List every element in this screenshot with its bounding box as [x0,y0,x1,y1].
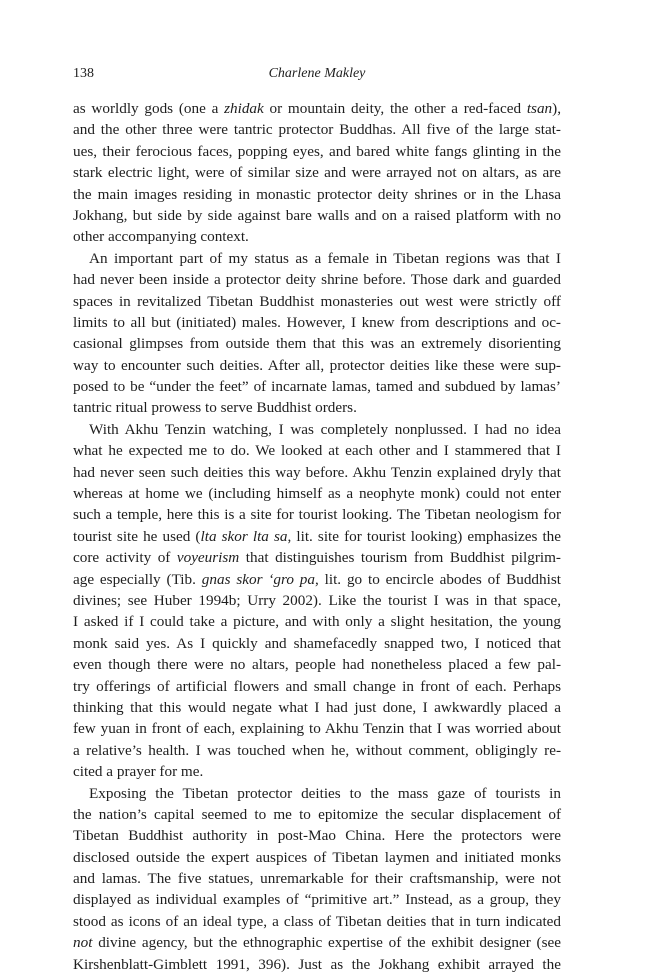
italic-term: voyeurism [176,549,240,567]
text-line [73,483,561,504]
text-line [73,376,561,397]
text-line [73,761,561,782]
text-line [73,119,561,140]
paragraph [73,419,561,783]
text-line [73,291,561,312]
text-run: the nation’s capital seemed to me to epitomize the secular displacement of [73,805,561,823]
text-line [73,718,561,739]
text-run: displayed as individual examples of “primitive art.” Instead, as a group, they [73,891,561,909]
text-line [73,590,561,611]
text-line [73,868,561,889]
text-run: limits to all but (initiated) males. However, I knew from descriptions and oc- [73,313,561,331]
text-run: An important part of my status as a female in Tibetan regions was that I [89,249,561,267]
text-run: stood as icons of an ideal type, a class of Tibetan deities that in turn indicated [73,912,561,930]
text-line [73,440,561,461]
text-run: cited a prayer for me. [73,763,204,781]
text-line [73,932,561,953]
text-run: posed to be “under the feet” of incarnate lamas, tamed and subdued by lamas’ [73,378,561,396]
page-number: 138 [73,66,94,81]
text-line [73,847,561,868]
text-line [73,355,561,376]
text-run: a relative’s health. I was touched when he, without comment, obligingly re- [73,741,561,759]
text-run: Exposing the Tibetan protector deities to the mass gaze of tourists in [89,784,561,802]
text-run: stark electric light, were of similar size and were arrayed not on altars, as are [73,164,561,182]
text-line [73,804,561,825]
text-line [73,419,561,440]
text-run: whereas at home we (including himself as a neophyte monk) could not enter [73,485,561,503]
text-line [73,226,561,247]
italic-term: tsan [526,100,553,117]
text-run: what he expected me to do. We looked at each other and I stammered that I [73,442,561,460]
text-run: divine agency, but the ethnographic expertise of the exhibit designer (see [92,934,561,952]
text-run: way to encounter such deities. After all, protector deities like these were sup- [73,356,561,374]
text-line [73,269,561,290]
text-line [73,98,561,119]
italic-term: gnas skor ‘gro pa [201,570,315,588]
page-header [73,66,561,88]
text-run: had never seen such deities this way before. Akhu Tenzin explained dryly that [73,463,561,481]
text-line [73,547,561,568]
text-line [73,312,561,333]
text-line [73,333,561,354]
text-run: try offerings of artificial flowers and small change in front of each. Perhaps [73,677,561,695]
text-run: had never been inside a protector deity shrine before. Those dark and guarded [73,271,561,289]
text-line [73,141,561,162]
text-run: , lit. site for tourist looking) emphasizes the [287,527,562,545]
text-line [73,504,561,525]
text-line [73,911,561,932]
text-run: age especially (Tib. [73,570,202,588]
text-run: divines; see Huber 1994b; Urry 2002). Like the tourist I was in that space, [73,591,561,609]
text-run: few yuan in front of each, explaining to Akhu Tenzin that I was worried about [73,720,561,738]
text-run: as worldly gods (one a [73,100,225,117]
text-run: and lamas. The five statues, unremarkable for their craftsmanship, were not [73,870,561,888]
text-run: and the other three were tantric protector Buddhas. All five of the large stat- [73,121,561,139]
text-run: that distinguishes tourism from Buddhist pilgrim- [239,549,561,567]
text-line [73,162,561,183]
text-line [73,783,561,804]
italic-term: lta skor lta sa [200,527,288,545]
body-text [73,98,561,975]
text-run: casional glimpses from outside them that this was an extremely disorienting [73,335,561,353]
paragraph [73,248,561,419]
text-line [73,954,561,975]
text-run: or mountain deity, the other a red-faced [263,100,527,117]
text-run: I asked if I could take a picture, and with only a slight hesitation, the young [73,613,561,631]
text-line [73,697,561,718]
text-run: such a temple, here this is a site for tourist looking. The Tibetan neologism for [73,506,561,524]
text-line [73,889,561,910]
text-run: Kirshenblatt-Gimblett 1991, 396). Just as the Jokhang exhibit arrayed the [73,955,561,973]
text-run: ues, their ferocious faces, popping eyes, and bared white fangs glinting in the [73,142,561,160]
text-line [73,825,561,846]
text-line [73,205,561,226]
text-run: the main images residing in monastic protector deity shrines or in the Lhasa [73,185,561,203]
text-run: monk said yes. As I quickly and shamefacedly snapped two, I noticed that [73,634,561,652]
text-run: tourist site he used ( [73,527,201,545]
text-line [73,569,561,590]
text-run: , lit. go to encircle abodes of Buddhist [314,570,561,588]
text-line [73,676,561,697]
text-line [73,633,561,654]
paragraph [73,783,561,975]
text-line [73,740,561,761]
text-run: ), [552,100,561,117]
text-line [73,526,561,547]
text-run: other accompanying context. [73,228,249,246]
text-line [73,397,561,418]
text-run: tantric ritual prowess to serve Buddhist orders. [73,399,357,417]
text-run: core activity of [73,549,177,567]
text-run: Jokhang, but side by side against bare walls and on a raised platform with no [73,206,561,224]
text-line [73,248,561,269]
italic-term: not [73,934,93,952]
italic-term: zhidak [224,100,264,117]
text-line [73,654,561,675]
text-run: spaces in revitalized Tibetan Buddhist monasteries out west were strictly off [73,292,561,310]
text-run: even though there were no altars, people had nonetheless placed a few pal- [73,656,561,674]
text-line [73,611,561,632]
text-run: Tibetan Buddhist authority in post-Mao China. Here the protectors were [73,827,561,845]
paragraph [73,98,561,248]
text-line [73,462,561,483]
text-run: disclosed outside the expert auspices of Tibetan laymen and initiated monks [73,848,561,866]
running-head-author: Charlene Makley [268,66,366,81]
text-run: With Akhu Tenzin watching, I was completely nonplussed. I had no idea [89,420,561,438]
text-run: thinking that this would negate what I had just done, I awkwardly placed a [73,698,561,716]
text-line [73,184,561,205]
